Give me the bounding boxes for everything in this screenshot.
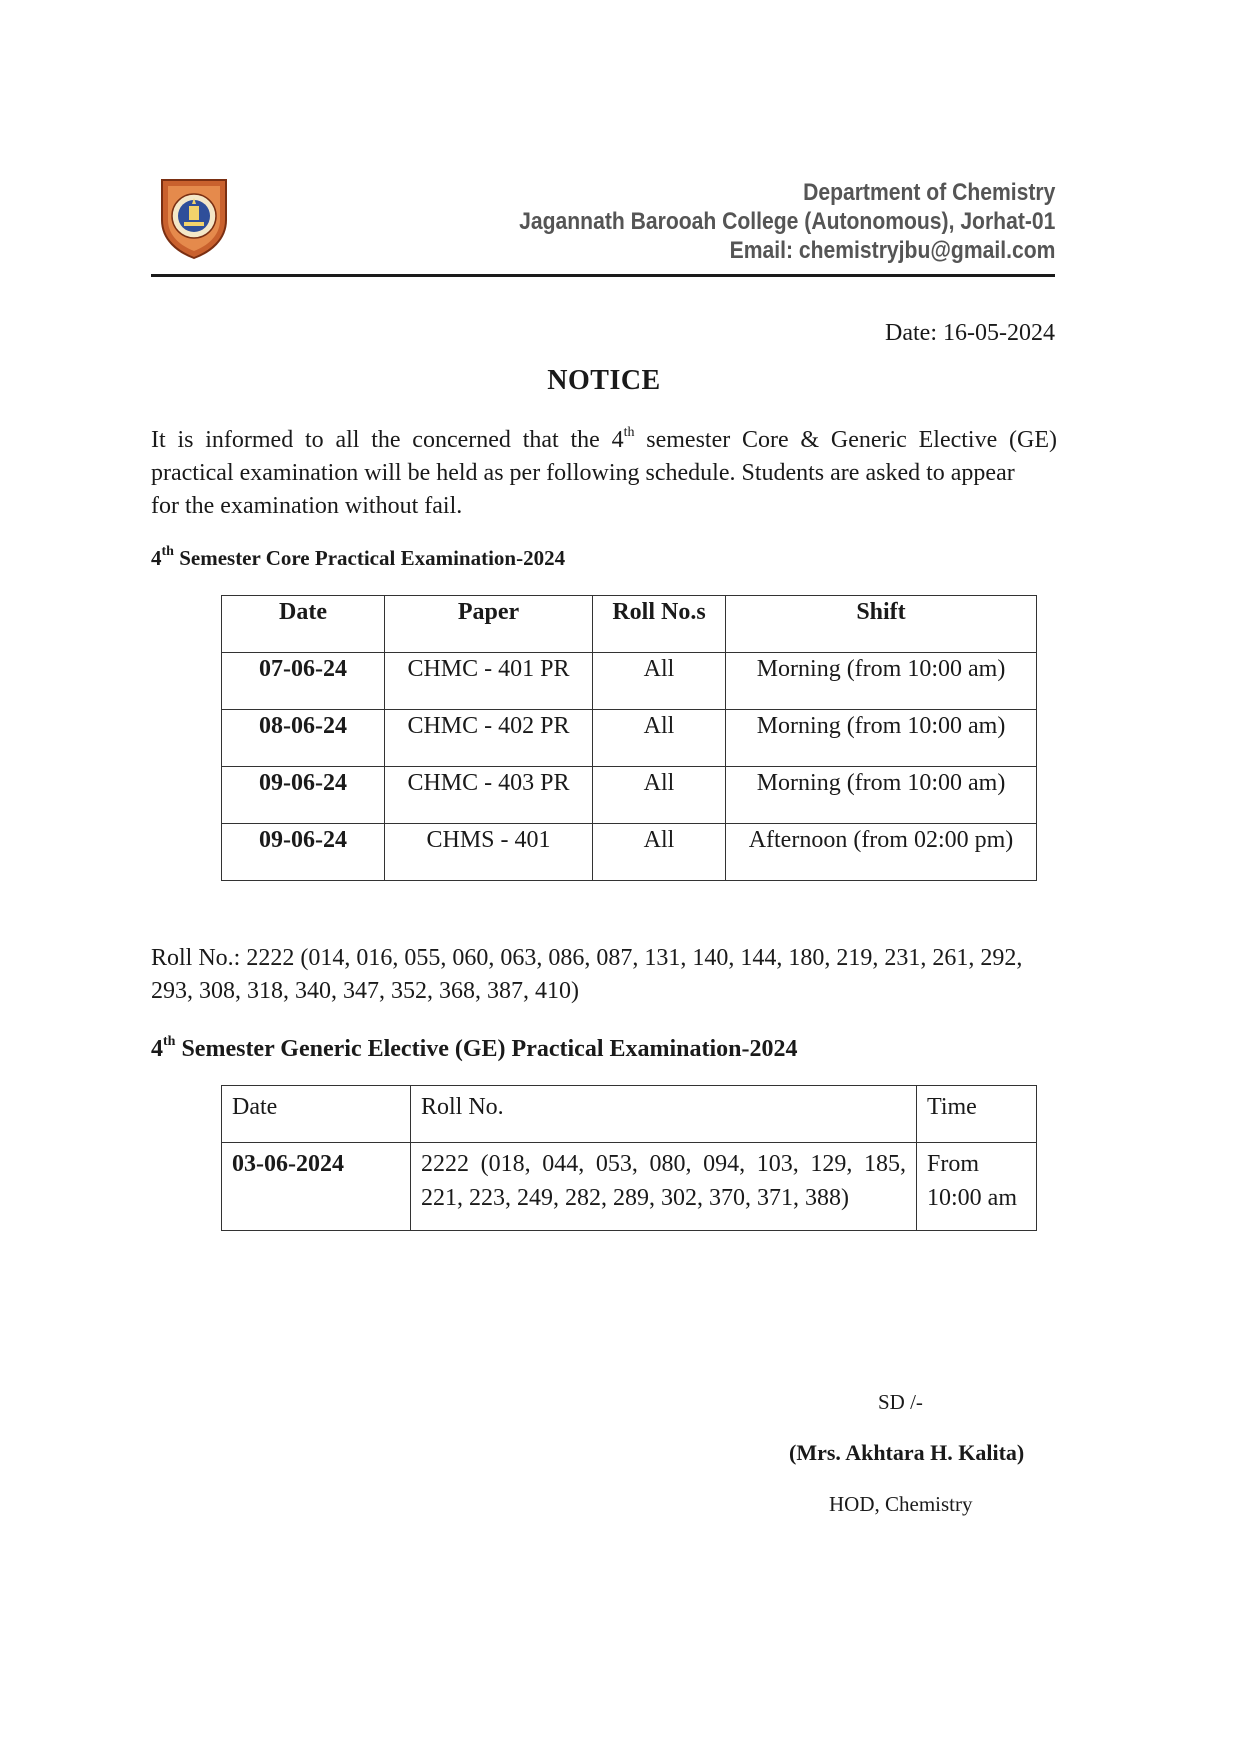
exam-date: 09-06-24 <box>222 824 385 881</box>
department-name: Department of Chemistry <box>802 179 1055 206</box>
signature-mark: SD /- <box>878 1390 923 1414</box>
exam-roll: All <box>593 767 726 824</box>
notice-date: Date: 16-05-2024 <box>885 320 1055 346</box>
exam-roll: All <box>593 653 726 710</box>
intro-superscript: th <box>623 425 635 440</box>
exam-shift: Morning (from 10:00 am) <box>726 710 1037 767</box>
notice-intro <box>151 424 1057 523</box>
core-heading-text: Semester Core Practical Examination-2024 <box>173 546 566 570</box>
column-header: Roll No.s <box>593 596 726 653</box>
ge-schedule-table <box>221 1085 1037 1231</box>
exam-shift: Morning (from 10:00 am) <box>726 653 1037 710</box>
column-header: Paper <box>385 596 593 653</box>
intro-text-1: It is informed to all the concerned that the 4 <box>151 427 624 453</box>
college-name: Jagannath Barooah College (Autonomous), Jorhat-01 <box>518 208 1055 235</box>
letterhead <box>519 178 1055 265</box>
notice-title: NOTICE <box>547 365 661 396</box>
core-heading-sup: th <box>161 544 174 559</box>
table-header-row <box>222 596 1037 653</box>
college-crest-icon <box>158 174 230 260</box>
header-rule <box>151 274 1055 277</box>
exam-date: 03-06-2024 <box>222 1143 411 1231</box>
table-row <box>222 1143 1037 1231</box>
intro-text-2: semester Core & Generic Elective (GE) practical examination will be held as per following schedule. Students are asked to appear <box>151 427 1057 486</box>
exam-paper: CHMC - 402 PR <box>385 710 593 767</box>
exam-time: From 10:00 am <box>917 1143 1037 1231</box>
table-header-row <box>222 1086 1037 1143</box>
table-row <box>222 767 1037 824</box>
core-schedule-table <box>221 595 1037 881</box>
column-header: Date <box>222 1086 411 1143</box>
exam-shift: Afternoon (from 02:00 pm) <box>726 824 1037 881</box>
ge-heading-num: 4 <box>151 1036 163 1062</box>
email-address: Email: chemistryjbu@gmail.com <box>729 237 1055 264</box>
exam-date: 08-06-24 <box>222 710 385 767</box>
table-row <box>222 653 1037 710</box>
signatory-name: (Mrs. Akhtara H. Kalita) <box>789 1440 1025 1465</box>
column-header: Shift <box>726 596 1037 653</box>
core-roll-numbers: Roll No.: 2222 (014, 016, 055, 060, 063, 086, 087, 131, 140, 144, 180, 219, 231, 261, 292, 293, 308, 318, 340, 347, 352, 368, 387, 410) <box>151 945 1023 1004</box>
exam-roll: All <box>593 824 726 881</box>
exam-roll: All <box>593 710 726 767</box>
core-heading-num: 4 <box>151 546 162 570</box>
exam-paper: CHMC - 401 PR <box>385 653 593 710</box>
exam-roll: 2222 (018, 044, 053, 080, 094, 103, 129, 185, 221, 223, 249, 282, 289, 302, 370, 371, 388) <box>411 1143 917 1231</box>
intro-text-last: for the examination without fail. <box>151 493 463 519</box>
table-row <box>222 824 1037 881</box>
column-header: Roll No. <box>411 1086 917 1143</box>
ge-heading-text: Semester Generic Elective (GE) Practical Examination-2024 <box>175 1036 798 1062</box>
column-header: Date <box>222 596 385 653</box>
core-heading <box>151 546 565 571</box>
ge-heading <box>151 1036 798 1063</box>
ge-heading-sup: th <box>163 1034 176 1049</box>
exam-paper: CHMS - 401 <box>385 824 593 881</box>
column-header: Time <box>917 1086 1037 1143</box>
signatory-designation: HOD, Chemistry <box>829 1492 973 1516</box>
exam-date: 09-06-24 <box>222 767 385 824</box>
exam-date: 07-06-24 <box>222 653 385 710</box>
exam-shift: Morning (from 10:00 am) <box>726 767 1037 824</box>
table-row <box>222 710 1037 767</box>
exam-paper: CHMC - 403 PR <box>385 767 593 824</box>
